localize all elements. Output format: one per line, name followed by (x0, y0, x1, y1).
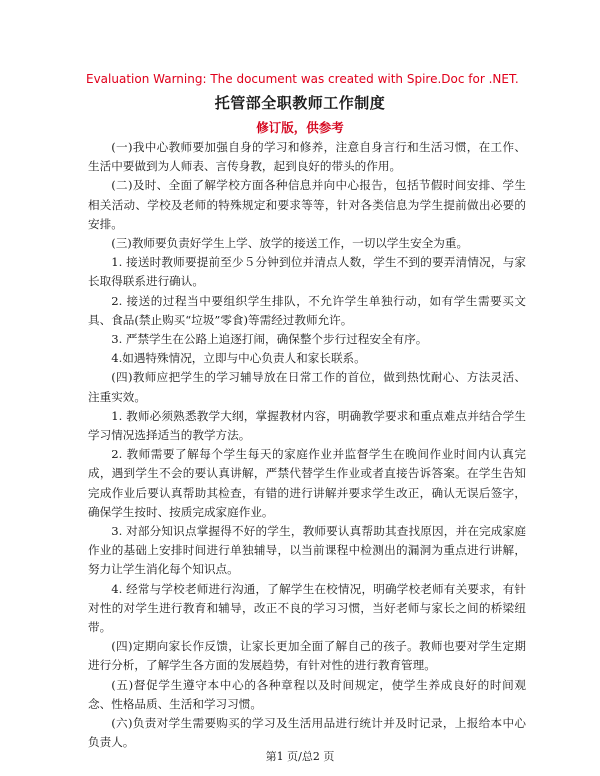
paragraph: (一)我中心教师要加强自身的学习和修养，注意自身言行和生活习惯，在工作、生活中要做到为人师表、言传身教，起到良好的带头的作用。 (88, 140, 526, 174)
document-title: 托管部全职教师工作制度 (214, 94, 386, 112)
paragraph: 2. 接送的过程当中要组织学生排队，不允许学生单独行动，如有学生需要买文具、食品(禁止购买“垃圾”零食)等需经过教师允许。 (88, 293, 526, 327)
paragraph: (四)定期向家长作反馈，让家长更加全面了解自己的孩子。教师也要对学生定期进行分析，了解学生各方面的发展趋势，有针对性的进行教育管理。 (88, 639, 526, 673)
paragraph: 2. 教师需要了解每个学生每天的家庭作业并监督学生在晚间作业时间内认真完成，遇到学生不会的要认真讲解，严禁代替学生作业或者直接告诉答案。在学生告知完成作业后要认真帮助其检查，有错的进行讲解并要求学生改正，确认无误后签字，确保学生按时、按质完成家庭作业。 (88, 447, 526, 519)
document-body (88, 138, 526, 753)
paragraph: (四)教师应把学生的学习辅导放在日常工作的首位，做到热忱耐心、方法灵活、注重实效。 (88, 370, 526, 404)
paragraph: 3. 严禁学生在公路上追逐打闹，确保整个步行过程安全有序。 (111, 332, 428, 347)
paragraph: (二)及时、全面了解学校方面各种信息并向中心报告，包括节假时间安排、学生相关活动、学校及老师的特殊规定和要求等等，针对各类信息为学生提前做出必要的安排。 (88, 178, 526, 231)
document-subtitle: 修订版，供参考 (256, 120, 344, 135)
paragraph: (五)督促学生遵守本中心的各种章程以及时间规定，使学生养成良好的时间观念、性格品质、生活和学习习惯。 (88, 677, 526, 711)
paragraph: (六)负责对学生需要购买的学习及生活用品进行统计并及时记录，上报给本中心负责人。 (88, 716, 526, 750)
evaluation-warning: Evaluation Warning: The document was created with Spire.Doc for .NET. (86, 72, 519, 86)
paragraph: 1. 接送时教师要提前至少５分钟到位并清点人数，学生不到的要弄清情况，与家长取得联系进行确认。 (88, 255, 526, 289)
paragraph: (三)教师要负责好学生上学、放学的接送工作，一切以学生安全为重。 (111, 236, 469, 251)
paragraph: 4.如遇特殊情况，立即与中心负责人和家长联系。 (111, 351, 366, 366)
page-number-footer: 第1 页/总2 页 (265, 750, 335, 763)
paragraph: 4. 经常与学校老师进行沟通，了解学生在校情况，明确学校老师有关要求，有针对性的对学生进行教育和辅导，改正不良的学习习惯，当好老师与家长之间的桥梁纽带。 (88, 581, 526, 635)
paragraph: 3. 对部分知识点掌握得不好的学生，教师要认真帮助其查找原因，并在完成家庭作业的基础上安排时间进行单独辅导，以当前课程中检测出的漏洞为重点进行讲解，努力让学生消化每个知识点。 (88, 524, 526, 577)
paragraph: 1. 教师必须熟悉教学大纲，掌握教材内容，明确教学要求和重点难点并结合学生学习情况选择适当的教学方法。 (88, 408, 526, 443)
